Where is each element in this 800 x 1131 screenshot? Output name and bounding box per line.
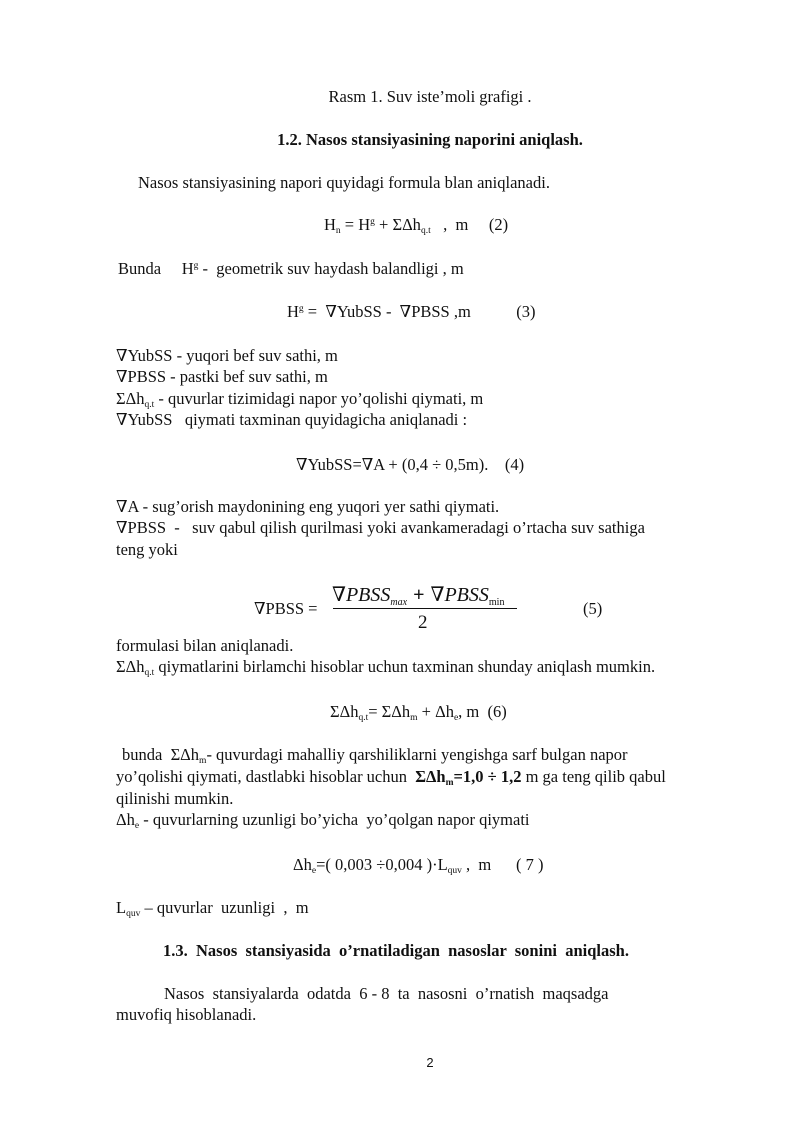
- loss-value-line: yo’qolishi qiymati, dastlabki hisoblar uchun ΣΔh$_m$=1,0 ÷ 1,2 m ga teng qilib qabul: [116, 767, 666, 788]
- formula-5-label: (5): [583, 599, 603, 618]
- bunda-line: Bunda $H^g$ - geometrik suv haydash balandligi , m: [118, 259, 464, 278]
- yubss-text: ∇YubSS qiymati taxminan quyidagicha aniqlanadi :: [116, 410, 468, 429]
- definition-pbss-2-cont: teng yoki: [116, 540, 178, 559]
- formula-5-denominator: 2: [418, 612, 428, 633]
- formula-6: $\Sigma\Delta h_{q.t}= \Sigma\Delta h_m + \Delta h_e$, m (6): [330, 702, 507, 723]
- definition-yubss: ∇YubSS - yuqori bef suv sathi, m: [116, 346, 338, 365]
- formula-5-numerator: $\nabla PBSS_{max}$ + $\nabla PBSS_{min}$: [332, 584, 505, 608]
- section-title-1-3: 1.3. Nasos stansiyasida o’rnatiladigan nasoslar sonini aniqlash.: [163, 941, 629, 960]
- definition-pbss-2: ∇PBSS - suv qabul qilish qurilmasi yoki avankameradagi o’rtacha suv sathiga: [116, 518, 645, 537]
- formula-2: $H_n = H^g + \Sigma\Delta h_{q.t}$ , m (2): [324, 215, 509, 236]
- qilinishi-line: qilinishi mumkin.: [116, 789, 234, 808]
- page-number: 2: [426, 1055, 434, 1070]
- definition-l: $L_{quv}$ – quvurlar uzunligi , m: [116, 898, 309, 919]
- definition-pbss: ∇PBSS - pastki bef suv sathi, m: [116, 367, 328, 386]
- paragraph-pumps-line-1: Nasos stansiyalarda odatda 6 - 8 ta nasosni o’rnatish maqsadga: [164, 984, 609, 1003]
- formula-5-lhs: ∇PBSS =: [254, 599, 318, 618]
- definition-head-loss: ΣΔh$_{q.t}$ - quvurlar tizimidagi napor yo’qolishi qiymati, m: [116, 389, 484, 410]
- head-loss-text: ΣΔh$_{q.t}$ qiymatlarini birlamchi hisoblar uchun taxminan shunday aniqlash mumkin.: [116, 657, 656, 678]
- figure-caption: Rasm 1. Suv iste’moli grafigi .: [328, 87, 532, 106]
- definition-he: $\Delta h_e$ - quvurlarning uzunligi bo’yicha yo’qolgan napor qiymati: [116, 810, 530, 831]
- paragraph-intro: Nasos stansiyasining napori quyidagi formula blan aniqlanadi.: [138, 173, 550, 192]
- formulasi-line: formulasi bilan aniqlanadi.: [116, 636, 294, 655]
- section-title-1-2: 1.2. Nasos stansiyasining naporini aniqlash.: [277, 130, 583, 149]
- bunda-local-losses: bunda ΣΔh$_m$- quvurdagi mahalliy qarshiliklarni yengishga sarf bulgan napor: [122, 745, 628, 766]
- definition-a: ∇A - sug’orish maydonining eng yuqori yer sathi qiymati.: [116, 497, 500, 516]
- formula-7: $\Delta h_e=$( 0,003 ÷0,004 )$\cdot L_{quv}$ , m ( 7 ): [293, 855, 544, 876]
- formula-4: ∇YubSS=∇A + (0,4 ÷ 0,5m). (4): [296, 455, 525, 474]
- paragraph-pumps-line-2: muvofiq hisoblanadi.: [116, 1005, 257, 1024]
- fraction-bar: [333, 608, 517, 609]
- formula-3: $H^g$ = ∇YubSS - ∇PBSS ,m (3): [287, 302, 536, 321]
